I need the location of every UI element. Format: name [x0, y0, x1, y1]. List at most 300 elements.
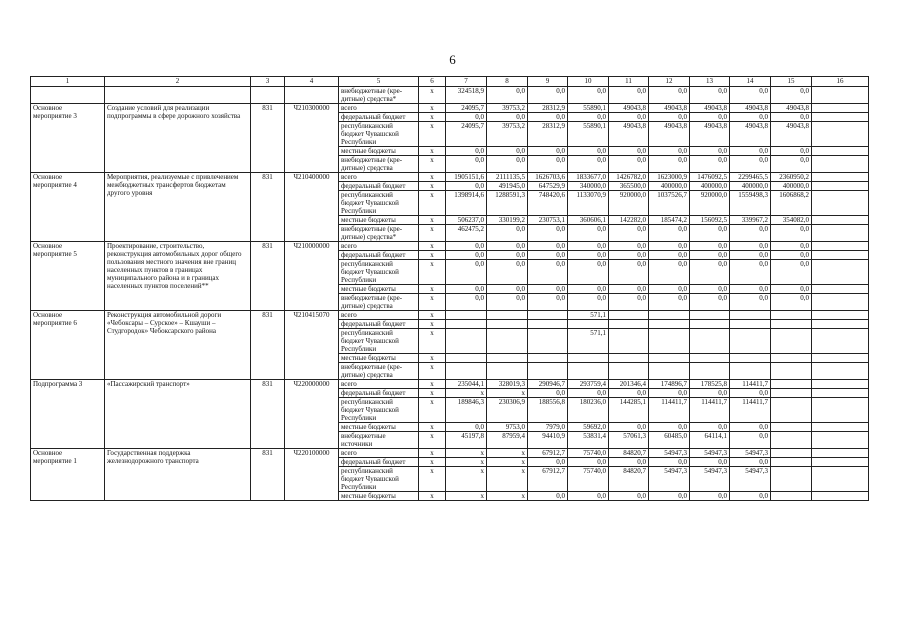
value-cell: 9753,0 — [487, 423, 528, 432]
value-cell — [771, 467, 812, 492]
x-cell: х — [419, 363, 446, 380]
value-cell: 0,0 — [446, 260, 487, 285]
value-cell: 178525,8 — [690, 380, 730, 389]
value-cell: 28312,9 — [528, 122, 568, 147]
value-cell — [771, 380, 812, 389]
value-cell: 400000,0 — [771, 182, 812, 191]
value-cell: 330199,2 — [487, 216, 528, 225]
value-cell: 0,0 — [609, 492, 649, 501]
value-cell: 49043,8 — [690, 122, 730, 147]
value-cell: 54947,3 — [690, 449, 730, 458]
empty-cell — [812, 432, 869, 449]
value-cell: 7979,0 — [528, 423, 568, 432]
table-row — [31, 173, 869, 182]
value-cell — [771, 423, 812, 432]
code-cell: 831 — [251, 173, 285, 242]
header-cell: 16 — [812, 77, 869, 87]
value-cell — [528, 354, 568, 363]
value-cell — [528, 329, 568, 354]
program-name-cell: Подпрограмма 3 — [31, 380, 105, 449]
value-cell: 1623000,9 — [649, 173, 690, 182]
header-cell: 7 — [446, 77, 487, 87]
value-cell: 0,0 — [730, 492, 771, 501]
value-cell: 0,0 — [690, 285, 730, 294]
header-cell: 1 — [31, 77, 105, 87]
value-cell: 57061,3 — [609, 432, 649, 449]
value-cell: 49043,8 — [649, 122, 690, 147]
empty-cell — [812, 458, 869, 467]
value-cell: 0,0 — [528, 242, 568, 251]
program-title-cell: Проектирование, строительство, реконструкция автомобильных дорог общего пользования местного значения вне границ населенных пунктов в границах муниципального района и в границах населенных пунктов поселений** — [105, 242, 251, 311]
code-cell: 831 — [251, 242, 285, 311]
value-cell: 0,0 — [528, 260, 568, 285]
value-cell — [487, 329, 528, 354]
value-cell: 0,0 — [730, 389, 771, 398]
value-cell: 0,0 — [730, 225, 771, 242]
value-cell — [730, 320, 771, 329]
value-cell: 0,0 — [487, 260, 528, 285]
source-cell: внебюджетные источники — [339, 432, 419, 449]
value-cell: 0,0 — [568, 492, 609, 501]
kbk-cell: Ч210000000 — [285, 242, 339, 311]
source-cell: федеральный бюджет — [339, 113, 419, 122]
x-cell: х — [419, 104, 446, 113]
value-cell: 0,0 — [730, 458, 771, 467]
value-cell: 59692,0 — [568, 423, 609, 432]
x-cell: х — [419, 122, 446, 147]
value-cell: 235044,1 — [446, 380, 487, 389]
value-cell: 24095,7 — [446, 122, 487, 147]
value-cell: 0,0 — [649, 423, 690, 432]
source-cell: республиканский бюджет Чувашской Республики — [339, 398, 419, 423]
value-cell — [609, 363, 649, 380]
empty-cell — [812, 216, 869, 225]
value-cell: 0,0 — [649, 458, 690, 467]
value-cell: 290946,7 — [528, 380, 568, 389]
value-cell: 328019,3 — [487, 380, 528, 389]
value-cell — [487, 354, 528, 363]
value-cell: 75740,0 — [568, 449, 609, 458]
value-cell: 491945,0 — [487, 182, 528, 191]
value-cell — [771, 389, 812, 398]
value-cell: 293759,4 — [568, 380, 609, 389]
value-cell: 400000,0 — [730, 182, 771, 191]
table-row — [31, 380, 869, 389]
value-cell: 365500,0 — [609, 182, 649, 191]
value-cell — [487, 320, 528, 329]
value-cell: 0,0 — [730, 113, 771, 122]
header-cell: 5 — [339, 77, 419, 87]
program-name-cell: Основное мероприятие 5 — [31, 242, 105, 311]
value-cell: 0,0 — [771, 225, 812, 242]
value-cell: 0,0 — [446, 285, 487, 294]
value-cell: 49043,8 — [771, 104, 812, 113]
value-cell: 0,0 — [730, 285, 771, 294]
value-cell: 0,0 — [446, 242, 487, 251]
value-cell: 0,0 — [609, 87, 649, 104]
x-cell: х — [419, 225, 446, 242]
value-cell: 1559498,3 — [730, 191, 771, 216]
value-cell: 0,0 — [609, 458, 649, 467]
value-cell: 0,0 — [771, 87, 812, 104]
value-cell: 571,1 — [568, 329, 609, 354]
value-cell — [771, 449, 812, 458]
value-cell: 0,0 — [568, 156, 609, 173]
empty-cell — [812, 320, 869, 329]
source-cell: федеральный бюджет — [339, 320, 419, 329]
value-cell: 0,0 — [730, 242, 771, 251]
program-name-cell: Основное мероприятие 1 — [31, 449, 105, 501]
value-cell: 0,0 — [771, 242, 812, 251]
source-cell: республиканский бюджет Чувашской Республики — [339, 467, 419, 492]
value-cell: 1626703,6 — [528, 173, 568, 182]
value-cell: 0,0 — [568, 113, 609, 122]
table-row — [31, 242, 869, 251]
header-cell: 12 — [649, 77, 690, 87]
header-cell: 2 — [105, 77, 251, 87]
value-cell: 0,0 — [446, 251, 487, 260]
value-cell — [771, 320, 812, 329]
source-cell: республиканский бюджет Чувашской Республики — [339, 260, 419, 285]
empty-cell — [812, 251, 869, 260]
empty-cell — [812, 182, 869, 191]
value-cell — [690, 363, 730, 380]
value-cell: х — [487, 389, 528, 398]
x-cell: х — [419, 113, 446, 122]
x-cell: х — [419, 329, 446, 354]
value-cell: 2360950,2 — [771, 173, 812, 182]
kbk-cell: Ч210300000 — [285, 104, 339, 173]
value-cell: 0,0 — [771, 147, 812, 156]
value-cell — [771, 311, 812, 320]
value-cell: 920000,0 — [609, 191, 649, 216]
value-cell: 230753,1 — [528, 216, 568, 225]
value-cell: 94410,9 — [528, 432, 568, 449]
value-cell: 920000,0 — [690, 191, 730, 216]
kbk-cell: Ч210400000 — [285, 173, 339, 242]
empty-cell — [812, 311, 869, 320]
value-cell: 24095,7 — [446, 104, 487, 113]
empty-cell — [812, 492, 869, 501]
value-cell: 0,0 — [568, 242, 609, 251]
value-cell: 201346,4 — [609, 380, 649, 389]
value-cell: 0,0 — [649, 251, 690, 260]
header-cell: 9 — [528, 77, 568, 87]
value-cell: 506237,0 — [446, 216, 487, 225]
value-cell: х — [446, 467, 487, 492]
source-cell: всего — [339, 380, 419, 389]
value-cell: 0,0 — [609, 389, 649, 398]
value-cell: 0,0 — [568, 147, 609, 156]
source-cell: внебюджетные (кре-дитные) средства* — [339, 225, 419, 242]
value-cell: 0,0 — [609, 260, 649, 285]
value-cell: 142282,0 — [609, 216, 649, 225]
value-cell: 748420,6 — [528, 191, 568, 216]
source-cell: местные бюджеты — [339, 423, 419, 432]
value-cell: 49043,8 — [649, 104, 690, 113]
value-cell: 0,0 — [690, 242, 730, 251]
value-cell: 55890,1 — [568, 122, 609, 147]
value-cell — [609, 354, 649, 363]
program-title-cell — [105, 87, 251, 104]
value-cell: х — [487, 492, 528, 501]
value-cell: х — [446, 492, 487, 501]
value-cell — [446, 354, 487, 363]
empty-cell — [812, 242, 869, 251]
value-cell: 0,0 — [487, 251, 528, 260]
value-cell: 0,0 — [568, 389, 609, 398]
value-cell — [568, 363, 609, 380]
source-cell: республиканский бюджет Чувашской Республики — [339, 329, 419, 354]
value-cell: 0,0 — [528, 87, 568, 104]
value-cell: 49043,8 — [609, 122, 649, 147]
code-cell — [251, 87, 285, 104]
empty-cell — [812, 147, 869, 156]
value-cell: 0,0 — [690, 251, 730, 260]
x-cell: х — [419, 423, 446, 432]
source-cell: республиканский бюджет Чувашской Республики — [339, 191, 419, 216]
x-cell: х — [419, 147, 446, 156]
program-name-cell: Основное мероприятие 3 — [31, 104, 105, 173]
value-cell: 0,0 — [446, 423, 487, 432]
x-cell: х — [419, 191, 446, 216]
value-cell: 0,0 — [487, 147, 528, 156]
value-cell: 0,0 — [690, 87, 730, 104]
x-cell: х — [419, 492, 446, 501]
value-cell — [690, 354, 730, 363]
value-cell: 67912,7 — [528, 449, 568, 458]
value-cell: 60485,0 — [649, 432, 690, 449]
value-cell: 49043,8 — [730, 122, 771, 147]
empty-cell — [812, 173, 869, 182]
value-cell: 1606868,2 — [771, 191, 812, 216]
x-cell: х — [419, 182, 446, 191]
value-cell: 87959,4 — [487, 432, 528, 449]
value-cell: 54947,3 — [730, 449, 771, 458]
x-cell: х — [419, 389, 446, 398]
value-cell: 1426782,0 — [609, 173, 649, 182]
value-cell: 0,0 — [568, 251, 609, 260]
value-cell: 0,0 — [568, 87, 609, 104]
value-cell: 0,0 — [568, 225, 609, 242]
kbk-cell: Ч220000000 — [285, 380, 339, 449]
empty-cell — [812, 389, 869, 398]
header-cell: 14 — [730, 77, 771, 87]
code-cell: 831 — [251, 104, 285, 173]
source-cell: федеральный бюджет — [339, 251, 419, 260]
value-cell: 0,0 — [568, 260, 609, 285]
value-cell — [528, 320, 568, 329]
value-cell: 0,0 — [771, 113, 812, 122]
value-cell: 0,0 — [528, 294, 568, 311]
x-cell: х — [419, 311, 446, 320]
value-cell: 156092,5 — [690, 216, 730, 225]
value-cell — [730, 363, 771, 380]
source-cell: федеральный бюджет — [339, 182, 419, 191]
value-cell: 0,0 — [446, 113, 487, 122]
empty-cell — [812, 449, 869, 458]
program-name-cell: Основное мероприятие 6 — [31, 311, 105, 380]
value-cell: 0,0 — [528, 156, 568, 173]
value-cell — [771, 492, 812, 501]
value-cell: 114411,7 — [730, 398, 771, 423]
source-cell: местные бюджеты — [339, 492, 419, 501]
value-cell: 0,0 — [528, 458, 568, 467]
value-cell: 0,0 — [730, 251, 771, 260]
value-cell: х — [446, 458, 487, 467]
value-cell: 114411,7 — [730, 380, 771, 389]
value-cell: 400000,0 — [690, 182, 730, 191]
value-cell: х — [487, 458, 528, 467]
kbk-cell: Ч220100000 — [285, 449, 339, 501]
value-cell: 0,0 — [730, 147, 771, 156]
empty-cell — [812, 87, 869, 104]
source-cell: местные бюджеты — [339, 354, 419, 363]
empty-cell — [812, 191, 869, 216]
value-cell: 0,0 — [446, 182, 487, 191]
kbk-cell — [285, 87, 339, 104]
value-cell: 0,0 — [568, 294, 609, 311]
value-cell: 462475,2 — [446, 225, 487, 242]
value-cell: 0,0 — [649, 260, 690, 285]
value-cell: 0,0 — [568, 458, 609, 467]
empty-cell — [812, 156, 869, 173]
value-cell: 114411,7 — [690, 398, 730, 423]
value-cell: 0,0 — [730, 87, 771, 104]
value-cell: 54947,3 — [649, 449, 690, 458]
value-cell: 1905151,6 — [446, 173, 487, 182]
value-cell: 0,0 — [690, 156, 730, 173]
value-cell: 0,0 — [730, 423, 771, 432]
value-cell: х — [487, 449, 528, 458]
value-cell — [649, 329, 690, 354]
value-cell: 0,0 — [568, 285, 609, 294]
source-cell: внебюджетные (кре-дитные) средства — [339, 363, 419, 380]
value-cell — [771, 354, 812, 363]
code-cell: 831 — [251, 311, 285, 380]
value-cell: 0,0 — [649, 285, 690, 294]
value-cell: 0,0 — [609, 113, 649, 122]
x-cell: х — [419, 242, 446, 251]
empty-cell — [812, 354, 869, 363]
value-cell: 0,0 — [446, 294, 487, 311]
table-row — [31, 87, 869, 104]
value-cell: 0,0 — [649, 242, 690, 251]
value-cell: 0,0 — [649, 113, 690, 122]
value-cell — [649, 311, 690, 320]
value-cell: 45197,8 — [446, 432, 487, 449]
value-cell: 647529,9 — [528, 182, 568, 191]
value-cell: 185474,2 — [649, 216, 690, 225]
program-name-cell: Основное мероприятие 4 — [31, 173, 105, 242]
source-cell: федеральный бюджет — [339, 458, 419, 467]
value-cell: 0,0 — [690, 458, 730, 467]
value-cell: 354082,0 — [771, 216, 812, 225]
value-cell — [528, 363, 568, 380]
source-cell: местные бюджеты — [339, 216, 419, 225]
value-cell: 400000,0 — [649, 182, 690, 191]
header-cell: 13 — [690, 77, 730, 87]
value-cell: 0,0 — [528, 225, 568, 242]
value-cell: 0,0 — [609, 251, 649, 260]
value-cell: 0,0 — [528, 113, 568, 122]
value-cell: 64114,1 — [690, 432, 730, 449]
value-cell: 39753,2 — [487, 104, 528, 113]
empty-cell — [812, 467, 869, 492]
value-cell: 0,0 — [528, 285, 568, 294]
header-cell: 4 — [285, 77, 339, 87]
value-cell: 0,0 — [771, 260, 812, 285]
x-cell: х — [419, 260, 446, 285]
value-cell — [487, 311, 528, 320]
value-cell: 49043,8 — [690, 104, 730, 113]
x-cell: х — [419, 320, 446, 329]
value-cell: 0,0 — [649, 225, 690, 242]
program-name-cell — [31, 87, 105, 104]
value-cell: 0,0 — [487, 156, 528, 173]
value-cell: 67912,7 — [528, 467, 568, 492]
value-cell: 53831,4 — [568, 432, 609, 449]
value-cell: 571,1 — [568, 311, 609, 320]
program-title-cell: Мероприятия, реализуемые с привлечением межбюджетных трансфертов бюджетам другого уровня — [105, 173, 251, 242]
value-cell: 84820,7 — [609, 467, 649, 492]
value-cell: 0,0 — [487, 225, 528, 242]
value-cell: 0,0 — [771, 294, 812, 311]
value-cell: 0,0 — [487, 294, 528, 311]
value-cell: 1833677,0 — [568, 173, 609, 182]
value-cell: 1476092,5 — [690, 173, 730, 182]
value-cell — [730, 354, 771, 363]
value-cell: 0,0 — [446, 147, 487, 156]
code-cell: 831 — [251, 449, 285, 501]
value-cell: 0,0 — [609, 242, 649, 251]
kbk-cell: Ч210415070 — [285, 311, 339, 380]
value-cell — [771, 398, 812, 423]
empty-cell — [812, 363, 869, 380]
table-row — [31, 104, 869, 113]
value-cell — [609, 320, 649, 329]
table-row — [31, 449, 869, 458]
value-cell: 0,0 — [528, 251, 568, 260]
value-cell — [446, 311, 487, 320]
x-cell: х — [419, 398, 446, 423]
empty-cell — [812, 122, 869, 147]
value-cell: 1288591,3 — [487, 191, 528, 216]
value-cell — [730, 329, 771, 354]
value-cell: 174896,7 — [649, 380, 690, 389]
value-cell — [528, 311, 568, 320]
value-cell: 0,0 — [690, 147, 730, 156]
value-cell: 0,0 — [771, 285, 812, 294]
source-cell: внебюджетные (кре-дитные) средства — [339, 156, 419, 173]
value-cell: 324518,9 — [446, 87, 487, 104]
value-cell: 0,0 — [690, 423, 730, 432]
value-cell — [771, 458, 812, 467]
empty-cell — [812, 260, 869, 285]
value-cell: 0,0 — [690, 492, 730, 501]
value-cell — [609, 329, 649, 354]
value-cell: 0,0 — [487, 285, 528, 294]
value-cell — [649, 320, 690, 329]
value-cell: 0,0 — [690, 294, 730, 311]
value-cell: 180236,0 — [568, 398, 609, 423]
value-cell — [446, 329, 487, 354]
value-cell: 0,0 — [649, 87, 690, 104]
value-cell: 114411,7 — [649, 398, 690, 423]
value-cell — [771, 363, 812, 380]
value-cell: х — [487, 467, 528, 492]
value-cell: 0,0 — [730, 432, 771, 449]
